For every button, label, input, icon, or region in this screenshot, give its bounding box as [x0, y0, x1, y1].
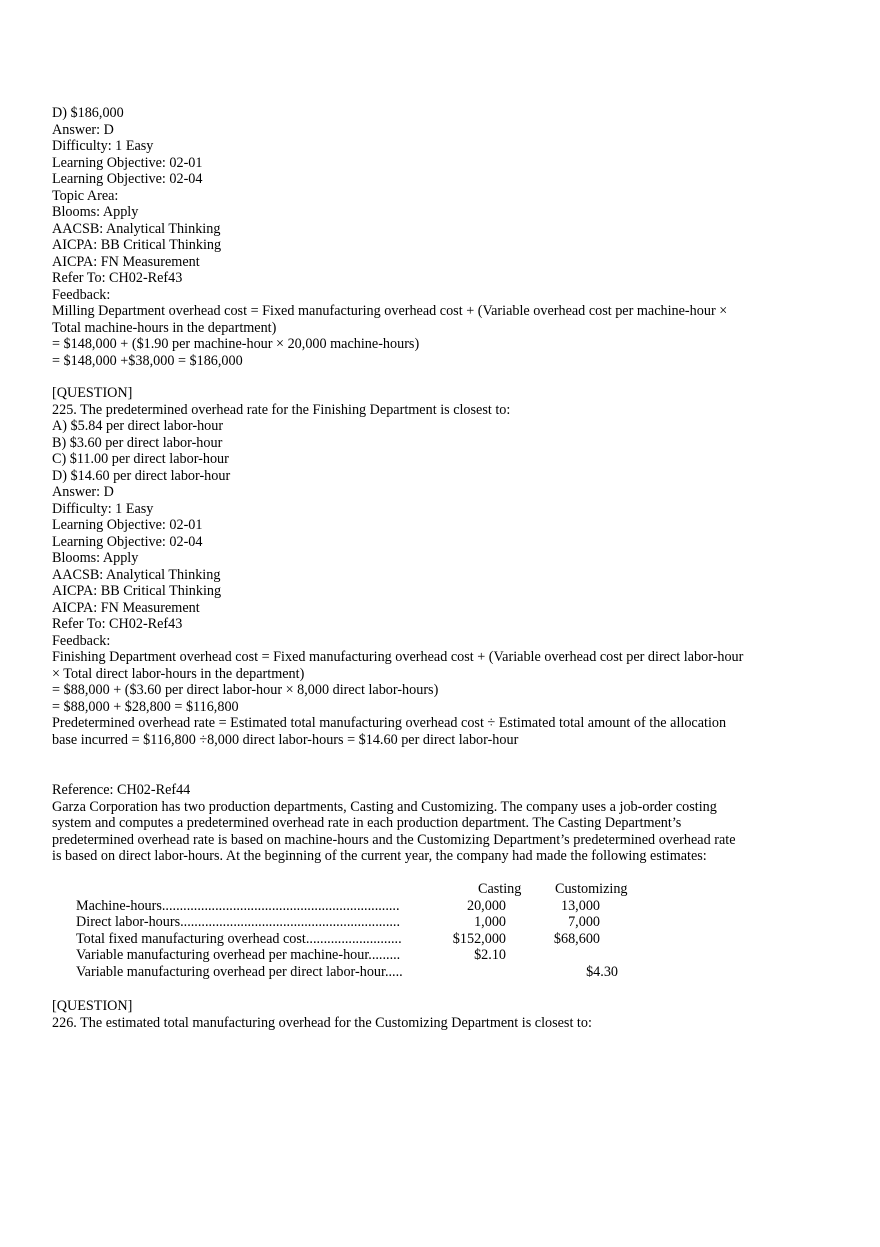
row-label: Variable manufacturing overhead per direct labor-hour.....	[76, 963, 403, 980]
question-stem: 225. The predetermined overhead rate for the Finishing Department is closest to:	[52, 401, 511, 418]
casting-value: 1,000	[474, 914, 506, 930]
answer-line: Answer: D	[52, 484, 114, 500]
casting-value: 20,000	[466, 897, 506, 914]
question-225-block	[52, 385, 772, 748]
table-row	[76, 914, 696, 931]
aicpa-line: AICPA: FN Measurement	[52, 599, 200, 616]
question-stem: 226. The estimated total manufacturing overhead for the Customizing Department is closest to:	[52, 1014, 592, 1031]
feedback-heading: Feedback:	[52, 286, 111, 303]
question-226-block	[52, 998, 772, 1031]
feedback-line: = $88,000 + ($3.60 per direct labor-hour × 8,000 direct labor-hours)	[52, 682, 439, 698]
row-label: Machine-hours...................................................................	[76, 897, 400, 914]
aicpa-line: AICPA: BB Critical Thinking	[52, 237, 222, 253]
reference-paragraph-line: Garza Corporation has two production departments, Casting and Customizing. The company uses a job-order costing	[52, 798, 717, 815]
aicpa-line: AICPA: FN Measurement	[52, 253, 200, 270]
learning-objective-line: Learning Objective: 02-01	[52, 154, 203, 171]
feedback-line: × Total direct labor-hours in the department)	[52, 665, 305, 682]
difficulty-line: Difficulty: 1 Easy	[52, 138, 154, 154]
feedback-line: = $148,000 +$38,000 = $186,000	[52, 352, 243, 369]
reference-paragraph-line: predetermined overhead rate is based on machine-hours and the Customizing Department’s predetermined overhead rate	[52, 831, 736, 848]
estimates-table	[76, 881, 696, 980]
aacsb-line: AACSB: Analytical Thinking	[52, 566, 221, 583]
answer-choice-a: A) $5.84 per direct labor-hour	[52, 418, 224, 434]
feedback-line: = $88,000 + $28,800 = $116,800	[52, 698, 239, 715]
question-224-answer-block	[52, 105, 772, 369]
table-row	[76, 898, 696, 915]
column-header-casting: Casting	[478, 881, 522, 897]
blooms-line: Blooms: Apply	[52, 550, 139, 566]
feedback-line: = $148,000 + ($1.90 per machine-hour × 20,000 machine-hours)	[52, 336, 420, 352]
learning-objective-line: Learning Objective: 02-04	[52, 533, 203, 550]
aicpa-line: AICPA: BB Critical Thinking	[52, 583, 222, 599]
blooms-line: Blooms: Apply	[52, 204, 139, 220]
table-row	[76, 964, 696, 981]
learning-objective-line: Learning Objective: 02-04	[52, 171, 203, 187]
row-label: Total fixed manufacturing overhead cost...........................	[76, 930, 402, 947]
customizing-value: 13,000	[560, 897, 600, 914]
reference-ch02-ref44-block	[52, 782, 772, 865]
answer-choice-b: B) $3.60 per direct labor-hour	[52, 434, 223, 451]
refer-to-line: Refer To: CH02-Ref43	[52, 270, 183, 286]
reference-paragraph-line: system and computes a predetermined overhead rate in each production department. The Casting Department’s	[52, 815, 682, 831]
customizing-value: $68,600	[553, 930, 600, 947]
learning-objective-line: Learning Objective: 02-01	[52, 517, 203, 533]
question-tag: [QUESTION]	[52, 385, 133, 401]
answer-choice-c: C) $11.00 per direct labor-hour	[52, 451, 229, 467]
column-header-customizing: Customizing	[555, 881, 628, 897]
aacsb-line: AACSB: Analytical Thinking	[52, 220, 221, 237]
refer-to-line: Refer To: CH02-Ref43	[52, 616, 183, 632]
feedback-heading: Feedback:	[52, 632, 111, 649]
casting-value: $2.10	[474, 947, 506, 963]
question-tag: [QUESTION]	[52, 998, 133, 1014]
customizing-value: $4.30	[586, 963, 618, 980]
customizing-value: 7,000	[568, 914, 600, 930]
reference-heading: Reference: CH02-Ref44	[52, 782, 191, 798]
answer-line: Answer: D	[52, 121, 114, 138]
table-header-row	[76, 881, 696, 898]
casting-value: $152,000	[452, 930, 506, 947]
feedback-line: Total machine-hours in the department)	[52, 319, 277, 336]
feedback-line: Milling Department overhead cost = Fixed manufacturing overhead cost + (Variable overhead cost per machine-hour ×	[52, 303, 728, 319]
feedback-line: base incurred = $116,800 ÷8,000 direct labor-hours = $14.60 per direct labor-hour	[52, 731, 519, 748]
answer-choice-d: D) $186,000	[52, 105, 124, 121]
row-label: Direct labor-hours..............................................................	[76, 914, 401, 930]
feedback-line: Predetermined overhead rate = Estimated total manufacturing overhead cost ÷ Estimated total amount of the allocation	[52, 715, 727, 731]
answer-choice-d: D) $14.60 per direct labor-hour	[52, 467, 231, 484]
feedback-line: Finishing Department overhead cost = Fixed manufacturing overhead cost + (Variable overhead cost per direct labor-hour	[52, 649, 744, 665]
row-label: Variable manufacturing overhead per machine-hour.........	[76, 947, 401, 963]
reference-paragraph-line: is based on direct labor-hours. At the beginning of the current year, the company had made the following estimates:	[52, 848, 707, 864]
difficulty-line: Difficulty: 1 Easy	[52, 500, 154, 517]
table-row	[76, 931, 696, 948]
table-row	[76, 947, 696, 964]
topic-area-line: Topic Area:	[52, 187, 119, 204]
